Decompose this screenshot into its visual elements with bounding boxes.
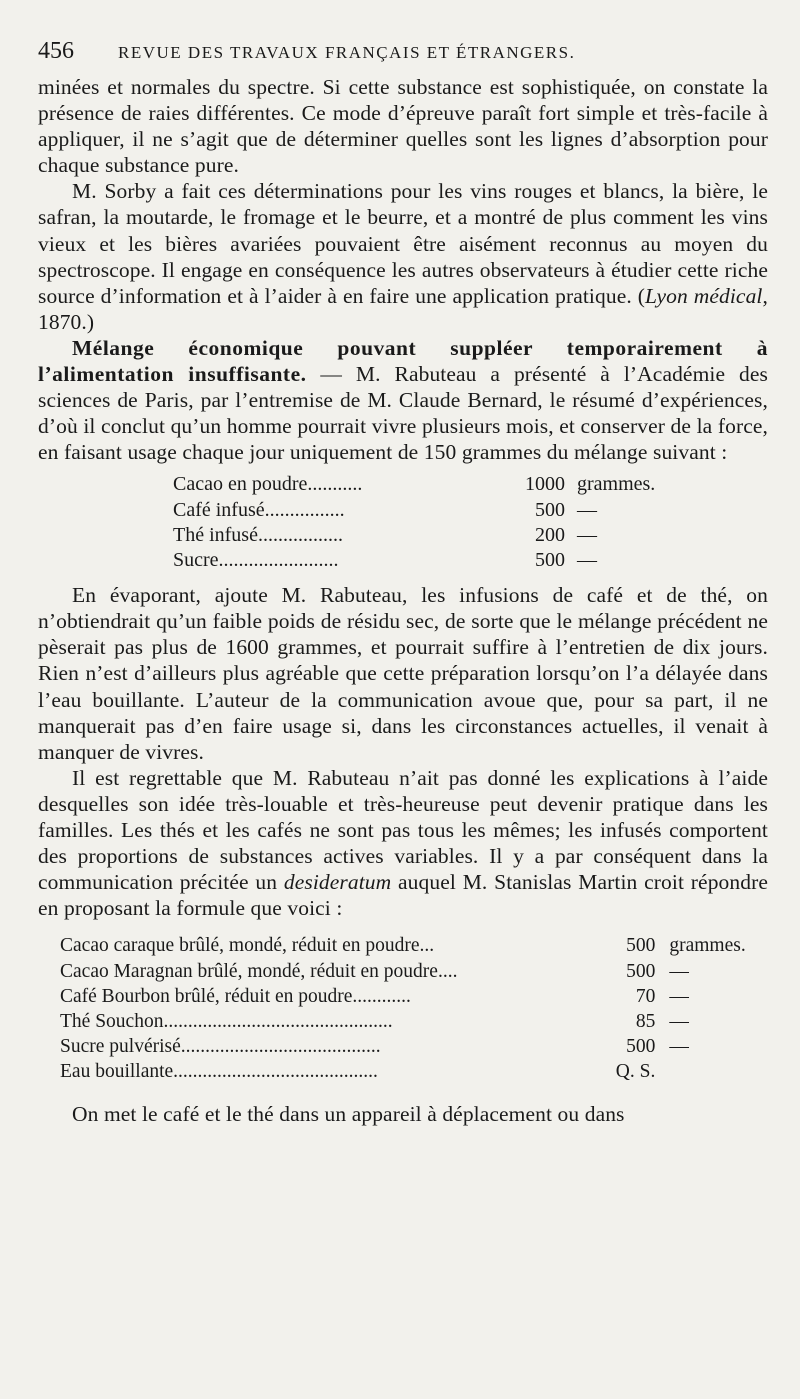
ingredient-qty: 85: [635, 1010, 656, 1032]
source-date: , 1870.): [38, 283, 768, 334]
recipe-table-martin: [60, 935, 768, 1086]
table-row: [173, 524, 727, 549]
paragraph-melange: [38, 335, 768, 465]
table-row: [173, 473, 727, 498]
running-header: [38, 38, 768, 74]
paragraph-regrettable: [38, 765, 768, 922]
ingredient-unit: grammes.: [669, 935, 746, 957]
ingredient-unit: —: [669, 960, 689, 982]
ingredient-name: Café infusé................: [173, 498, 345, 521]
ingredient-unit: [669, 1061, 768, 1086]
ingredient-qty: 500: [626, 960, 656, 982]
ingredient-unit: —: [577, 523, 597, 546]
table-row: [173, 549, 727, 574]
ingredient-qty: 500: [535, 548, 565, 571]
ingredient-unit: —: [669, 985, 689, 1007]
paragraph-final: On met le café et le thé dans un appareil à déplacement ou dans: [72, 1101, 625, 1126]
table-row: [60, 986, 768, 1011]
ingredient-unit: —: [577, 548, 597, 571]
ingredient-qty: 500: [535, 498, 565, 521]
ingredient-name: Eau bouillante..........................................: [60, 1061, 378, 1083]
ingredient-name: Cacao Maragnan brûlé, mondé, réduit en poudre....: [60, 960, 458, 982]
ingredient-name: Sucre........................: [173, 548, 339, 571]
paragraph-sorby: [38, 178, 768, 335]
recipe-table-rabuteau: [173, 473, 727, 574]
running-title: REVUE DES TRAVAUX FRANÇAIS ET ÉTRANGERS.: [118, 43, 576, 62]
ingredient-qty: 1000: [525, 473, 565, 496]
ingredient-unit: grammes.: [577, 473, 656, 496]
paragraph-sorby-text: M. Sorby a fait ces déterminations pour les vins rouges et blancs, la bière, le safran, la moutarde, le fromage et le beurre, et a montré de plus comment les vins vieux et les bières avariées pouvaient être aisément reconnus au moyen du spectroscope. Il engage en conséquence les autres observateurs à étudier cette riche source d’information et à l’aider à en faire une application pratique. (: [38, 179, 768, 308]
ingredient-name: Cacao caraque brûlé, mondé, réduit en poudre...: [60, 935, 435, 957]
table-row: [60, 935, 768, 960]
ingredient-qty: 200: [535, 523, 565, 546]
table-row: [60, 1061, 768, 1086]
table-row: [60, 961, 768, 986]
table-row: [60, 1011, 768, 1036]
ingredient-unit: —: [577, 498, 597, 521]
source-citation: Lyon médical: [645, 283, 763, 308]
paragraph-evaporant: En évaporant, ajoute M. Rabuteau, les infusions de café et de thé, on n’obtiendrait qu’un faible poids de résidu sec, de sorte que le mélange précédent ne pèserait pas plus de 1600 grammes, et pourrait suffire à l’entretien de dix jours. Rien n’est d’ailleurs plus agréable que cette préparation lorsqu’on l’a délayée dans l’eau bouillante. L’auteur de la communication avoue que, pour sa part, il ne manquerait pas d’en faire usage si, dans les circonstances actuelles, il venait à manquer de vivres.: [38, 583, 768, 764]
ingredient-unit: —: [669, 1036, 689, 1058]
table-row: [60, 1036, 768, 1061]
paragraph-continued: minées et normales du spectre. Si cette substance est sophistiquée, on constate la présence de raies différentes. Ce mode d’épreuve paraît fort simple et très-facile à appliquer, il ne s’agit que de déterminer quelles sont les lignes d’absorption pour chaque substance pure.: [38, 75, 768, 178]
page-number: 456: [38, 38, 74, 64]
ingredient-name: Thé Souchon...............................................: [60, 1010, 393, 1032]
ingredient-qty: Q. S.: [615, 1061, 656, 1083]
table-row: [173, 499, 727, 524]
document-page: [38, 38, 768, 1127]
ingredient-name: Café Bourbon brûlé, réduit en poudre............: [60, 985, 411, 1007]
ingredient-name: Sucre pulvérisé.........................................: [60, 1036, 381, 1058]
paragraph-regrettable-end: auquel M. Stanislas Martin croit répondre en proposant la formule que voici :: [38, 870, 768, 921]
ingredient-name: Cacao en poudre...........: [173, 473, 363, 496]
ingredient-name: Thé infusé.................: [173, 523, 343, 546]
desideratum-term: desideratum: [283, 870, 392, 895]
paragraph-regrettable-text: Il est regrettable que M. Rabuteau n’ait pas donné les explications à l’aide desquelles son idée très-louable et très-heureuse peut devenir pratique dans les familles. Les thés et les cafés ne sont pas tous les mêmes; les infusés comportent des proportions de substances actives variables. Il y a par conséquent dans la communication précitée un: [38, 765, 768, 895]
ingredient-unit: —: [669, 1010, 689, 1032]
ingredient-qty: 70: [635, 985, 656, 1007]
section-title: Mélange économique pouvant suppléer temporairement à l’alimentation insuffisante.: [38, 335, 768, 387]
paragraph-melange-text: — M. Rabuteau a présenté à l’Académie des sciences de Paris, par l’entremise de M. Claude Bernard, le résumé d’expériences, d’où il conclut qu’un homme pourrait vivre plusieurs mois, et conserver de la force, en faisant usage chaque jour uniquement de 150 grammes du mélange suivant :: [38, 362, 768, 465]
ingredient-qty: 500: [626, 935, 656, 957]
ingredient-qty: 500: [626, 1036, 656, 1058]
